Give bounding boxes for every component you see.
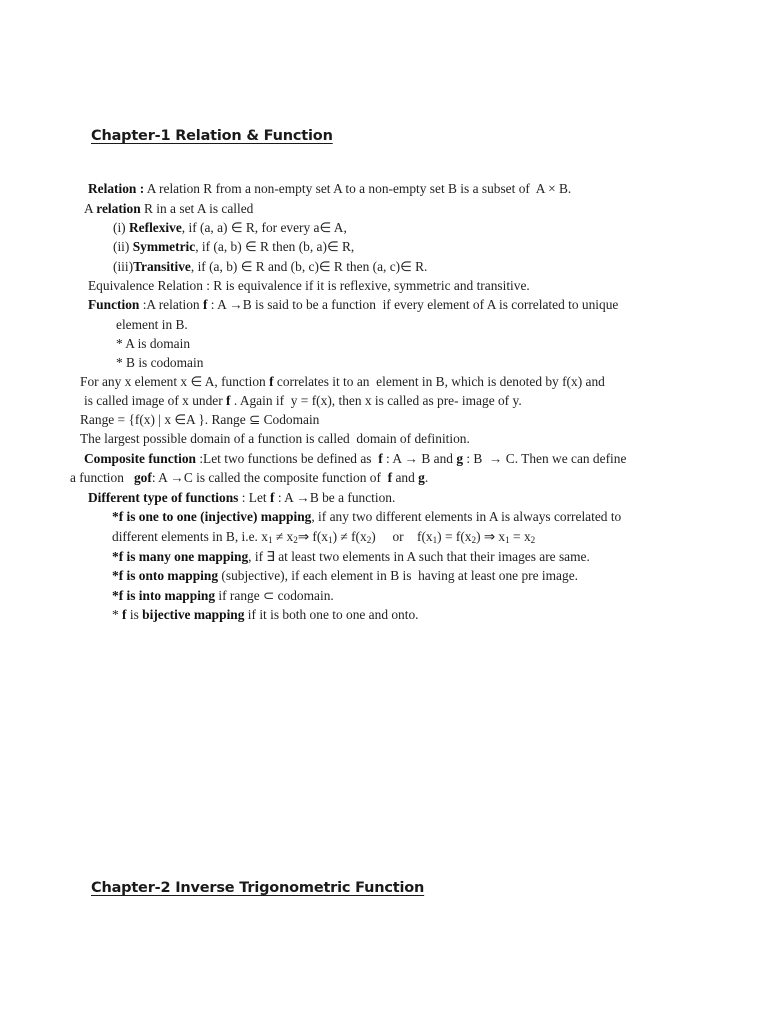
reflexive-item: [113, 221, 347, 234]
function-definition-cont: element in B.: [116, 317, 188, 332]
symmetric-post: , if (a, b) ∈ R then (b, a)∈ R,: [195, 239, 355, 254]
gof-b: : A →C is called the composite function of: [151, 470, 388, 485]
onto-mapping: [112, 569, 578, 582]
subscript-1: 1: [432, 535, 438, 545]
gof-term: gof: [133, 470, 152, 485]
one-one-cont-g: ) ⇒ x: [476, 529, 506, 544]
range-line: Range = {f(x) | x ∈A }. Range ⊆ Codomain: [80, 412, 320, 427]
for-any-b: correlates it to an element in B, which is denoted by f(x) and: [273, 374, 605, 389]
for-any-x: [80, 375, 605, 388]
relation-in-set-post: R in a set A is called: [140, 201, 254, 216]
subscript-2: 2: [530, 535, 536, 545]
transitive-post: , if (a, b) ∈ R and (b, c)∈ R then (a, c)∈ R.: [190, 259, 428, 274]
subscript-2: 2: [366, 535, 372, 545]
one-one-def: , if any two different elements in A is always correlated to: [311, 509, 622, 524]
types-b: : A →B be a function.: [274, 490, 396, 505]
relation-definition: [88, 182, 571, 195]
function-def-b: : A →B is said to be a function if every element of A is correlated to unique: [207, 297, 619, 312]
one-one-mapping-cont: [112, 530, 535, 543]
one-one-term: *f is one to one (injective) mapping: [112, 509, 312, 524]
into-term: *f is into mapping: [112, 588, 216, 603]
bijective-term: bijective mapping: [142, 607, 245, 622]
image-a: is called image of x under: [84, 393, 227, 408]
types-f: f: [270, 490, 275, 505]
symmetric-term: Symmetric: [132, 239, 196, 254]
image-f: f: [226, 393, 231, 408]
composite-f: f: [378, 451, 383, 466]
subscript-1: 1: [328, 535, 333, 545]
gof-d: .: [424, 470, 429, 485]
transitive-term: Transitive: [133, 259, 191, 274]
image-b: . Again if y = f(x), then x is called as pre- image of y.: [230, 393, 522, 408]
reflexive-post: , if (a, a) ∈ R, for every a∈ A,: [181, 220, 347, 235]
one-one-mapping: [112, 510, 621, 523]
chapter-1-heading: Chapter-1 Relation & Function: [91, 128, 333, 144]
types-a: : Let: [238, 490, 270, 505]
composite-term: Composite function: [84, 451, 196, 466]
types-of-functions: [88, 491, 395, 504]
for-any-a: For any x element x ∈ A, function: [80, 374, 270, 389]
one-one-cont-f: ) = f(x: [437, 529, 472, 544]
composite-function: [84, 452, 626, 465]
subscript-1: 1: [505, 535, 510, 545]
composite-g: g: [456, 451, 464, 466]
reflexive-term: Reflexive: [129, 220, 182, 235]
relation-in-set-term: relation: [96, 201, 141, 216]
relation-in-set-pre: A: [84, 201, 97, 216]
image-line: [84, 394, 522, 407]
many-one-mapping: [112, 550, 590, 563]
relation-in-set: [84, 202, 253, 215]
one-one-cont-a: different elements in B, i.e. x: [112, 529, 268, 544]
function-term: Function: [88, 297, 140, 312]
composite-c: : B → C. Then we can define: [463, 451, 627, 466]
equivalence-relation: Equivalence Relation : R is equivalence if it is reflexive, symmetric and transitive.: [88, 278, 530, 293]
codomain-note: * B is codomain: [116, 355, 204, 370]
bijective-mapping: [112, 608, 419, 621]
one-one-cont-b: ≠ x: [272, 529, 294, 544]
gof-g: g: [418, 470, 425, 485]
composite-b: : A → B and: [382, 451, 457, 466]
function-def-a: :A relation: [139, 297, 203, 312]
subscript-2: 2: [471, 535, 477, 545]
one-one-cont-e: ) or f(x: [371, 529, 433, 544]
one-one-cont-d: ) ≠ f(x: [332, 529, 367, 544]
chapter-2-heading: Chapter-2 Inverse Trigonometric Function: [91, 880, 425, 896]
subscript-2: 2: [293, 535, 298, 545]
onto-def: (subjective), if each element in B is having at least one pre image.: [218, 568, 578, 583]
gof-line: [70, 471, 428, 484]
symmetric-item: [113, 240, 354, 253]
largest-domain-line: The largest possible domain of a function is called domain of definition.: [80, 431, 470, 446]
types-term: Different type of functions: [88, 490, 239, 505]
many-one-def: , if ∃ at least two elements in A such that their images are same.: [248, 549, 590, 564]
one-one-cont-h: = x: [509, 529, 531, 544]
symmetric-pre: (ii): [113, 239, 133, 254]
gof-c: and: [392, 470, 419, 485]
relation-def-text: A relation R from a non-empty set A to a non-empty set B is a subset of A × B.: [144, 181, 572, 196]
subscript-1: 1: [267, 535, 273, 545]
bijective-a: *: [112, 607, 123, 622]
for-any-f: f: [269, 374, 274, 389]
transitive-item: [113, 260, 427, 273]
one-one-cont-c: ⇒ f(x: [297, 529, 328, 544]
bijective-b: is: [126, 607, 143, 622]
composite-a: :Let two functions be defined as: [195, 451, 379, 466]
gof-a: a function: [70, 470, 134, 485]
gof-f: f: [387, 470, 393, 485]
into-def: if range ⊂ codomain.: [215, 588, 334, 603]
bijective-f: f: [122, 607, 127, 622]
many-one-term: *f is many one mapping: [112, 549, 249, 564]
function-symbol: f: [202, 297, 208, 312]
function-definition: [88, 298, 618, 311]
reflexive-pre: (i): [113, 220, 129, 235]
relation-term: Relation :: [88, 181, 145, 196]
bijective-def: if it is both one to one and onto.: [244, 607, 419, 622]
onto-term: *f is onto mapping: [112, 568, 219, 583]
transitive-pre: (iii): [113, 259, 134, 274]
into-mapping: [112, 589, 334, 602]
domain-note: * A is domain: [116, 336, 191, 351]
